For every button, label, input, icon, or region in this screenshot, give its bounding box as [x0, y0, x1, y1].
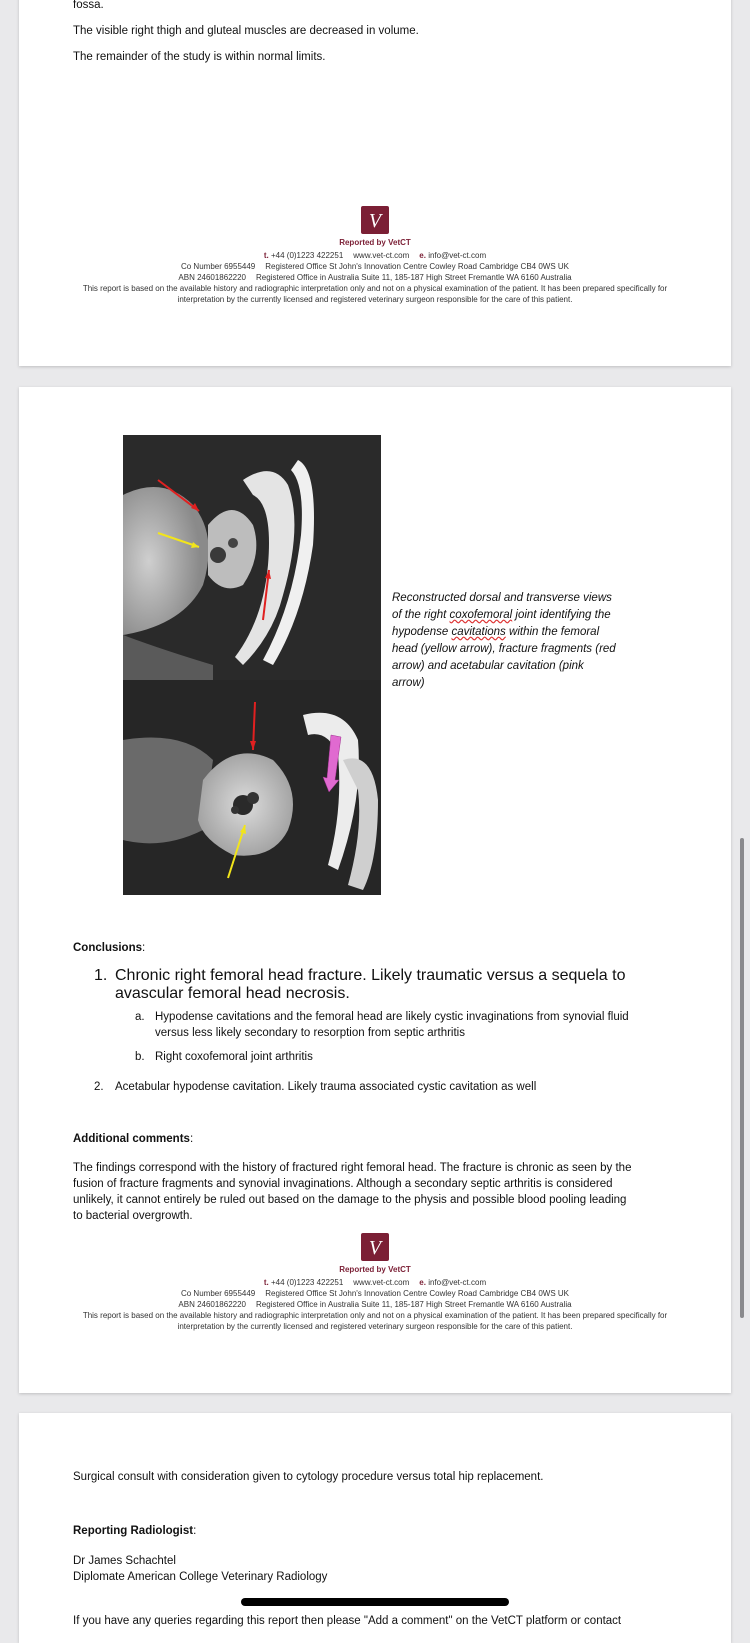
- ct-image-dorsal: [123, 435, 381, 680]
- text-line: The visible right thigh and gluteal muscles are decreased in volume.: [73, 25, 419, 37]
- svg-text:V: V: [368, 210, 382, 231]
- scrollbar[interactable]: [740, 838, 744, 1318]
- reporting-radiologist-heading: Reporting Radiologist:: [73, 1525, 197, 1537]
- radiologist-title: Diplomate American College Veterinary Radiology: [73, 1571, 328, 1583]
- vetct-logo: [361, 206, 389, 234]
- report-page-1: [19, 0, 731, 366]
- disclaimer: This report is based on the available history and radiographic interpretation only and not on a physical examination of the patient. It has been prepared specifically for interpretation by the currently licensed and registered veterinary surgeon responsible for the care of this patient.: [82, 284, 668, 304]
- figure-caption: Reconstructed dorsal and transverse views of the right coxofemoral joint identifying the hypodense cavitations within the femoral head (yellow arrow), fracture fragments (red arrow) and acetabular cavitation (pink arrow): [392, 592, 616, 689]
- report-page-2: Reconstructed dorsal and transverse views of the right coxofemoral joint identifying the hypodense cavitations within the femoral head (yellow arrow), fracture fragments (red arrow) and acetabular cavitation (pink arrow) Conclusions: 1. Chronic right femoral head fracture. Likely traumatic versus a sequela to avascular femoral head necrosis. a. Hypodense cavitations and the femoral head are likely cystic invaginations from synovial fluid versus less likely secondary to resorption from septic arthritis b. Right coxofemoral joint arthritis 2. Acetabular hypodense cavitation. Likely trauma associated cystic cavitation as well Additional comments: The findings correspond with the history of fractured right femoral head. The fracture is chronic as seen by the fusion of fracture fragments and synovial invaginations. Although a secondary septic arthritis is considered unlikely, it cannot entirely be ruled out based on the damage to the physis and possible blood pooling leading to bacterial overgrowth. V Reported by VetCT t. +44 (0)1223 422251 www.vet-ct.com e. info@vet-ct.com Co Number 6955449 Registered Office St John's Innovation Centre Cowley Road Cambridge CB4 0WS UK ABN 24601862220 Registered Office in Australia Suite 11, 185-187 High Street Fremantle WA 6160 Australia This report is based on the available history and radiographic interpretation only and not on a physical examination of the patient. It has been prepared specifically for interpretation by the currently licensed and registered veterinary surgeon responsible for the care of this patient.: [19, 387, 731, 1393]
- conclusions-heading: Conclusions:: [73, 942, 146, 954]
- additional-comments-text: The findings correspond with the history of fractured right femoral head. The fracture is chronic as seen by the fusion of fracture fragments and synovial invaginations. Although a secondary septic arthritis is considered unlikely, it cannot entirely be ruled out based on the damage to the physis and possible blood pooling leading to bacterial overgrowth.: [73, 1162, 632, 1222]
- ct-image-transverse: [123, 680, 381, 895]
- phone-number: +44 (0)1223 422251: [270, 1278, 344, 1287]
- report-page-3: [19, 1413, 731, 1643]
- website-link[interactable]: www.vet-ct.com: [353, 1278, 410, 1287]
- reported-by: Reported by VetCT: [339, 1265, 411, 1274]
- reported-by: Reported by VetCT: [339, 238, 411, 247]
- disclaimer: This report is based on the available history and radiographic interpretation only and not on a physical examination of the patient. It has been prepared specifically for interpretation by the currently licensed and registered veterinary surgeon responsible for the care of this patient.: [82, 1311, 668, 1331]
- email-link[interactable]: info@vet-ct.com: [428, 1278, 487, 1287]
- radiologist-name: Dr James Schachtel: [73, 1555, 176, 1567]
- vetct-logo: [361, 1233, 389, 1261]
- home-indicator[interactable]: [241, 1598, 509, 1606]
- recommendation-text: Surgical consult with consideration given to cytology procedure versus total hip replacement.: [73, 1471, 544, 1483]
- report-footer: V Reported by VetCT t. +44 (0)1223 422251 www.vet-ct.com e. info@vet-ct.com Co Number 6955449 Registered Office St John's Innovation Centre Cowley Road Cambridge CB4 0WS UK ABN 24601862220 Registered Office in Australia Suite 11, 185-187 High Street Fremantle WA 6160 Australia This report is based on the available history and radiographic interpretation only and not on a physical examination of the patient. It has been prepared specifically for interpretation by the currently licensed and registered veterinary surgeon responsible for the care of this patient.: [19, 1233, 731, 1332]
- phone-number: +44 (0)1223 422251: [270, 251, 344, 260]
- svg-text:V: V: [368, 1237, 382, 1258]
- queries-text: If you have any queries regarding this report then please "Add a comment" on the VetCT platform or contact: [73, 1615, 622, 1627]
- report-footer: V Reported by VetCT t. +44 (0)1223 422251 www.vet-ct.com e. info@vet-ct.com Co Number 6955449 Registered Office St John's Innovation Centre Cowley Road Cambridge CB4 0WS UK ABN 24601862220 Registered Office in Australia Suite 11, 185-187 High Street Fremantle WA 6160 Australia This report is based on the available history and radiographic interpretation only and not on a physical examination of the patient. It has been prepared specifically for interpretation by the currently licensed and registered veterinary surgeon responsible for the care of this patient.: [19, 206, 731, 305]
- text-line: fossa.: [73, 0, 104, 11]
- text-line: The remainder of the study is within normal limits.: [73, 51, 326, 63]
- website-link[interactable]: www.vet-ct.com: [353, 251, 410, 260]
- email-link[interactable]: info@vet-ct.com: [428, 251, 487, 260]
- additional-comments-heading: Additional comments:: [73, 1133, 194, 1145]
